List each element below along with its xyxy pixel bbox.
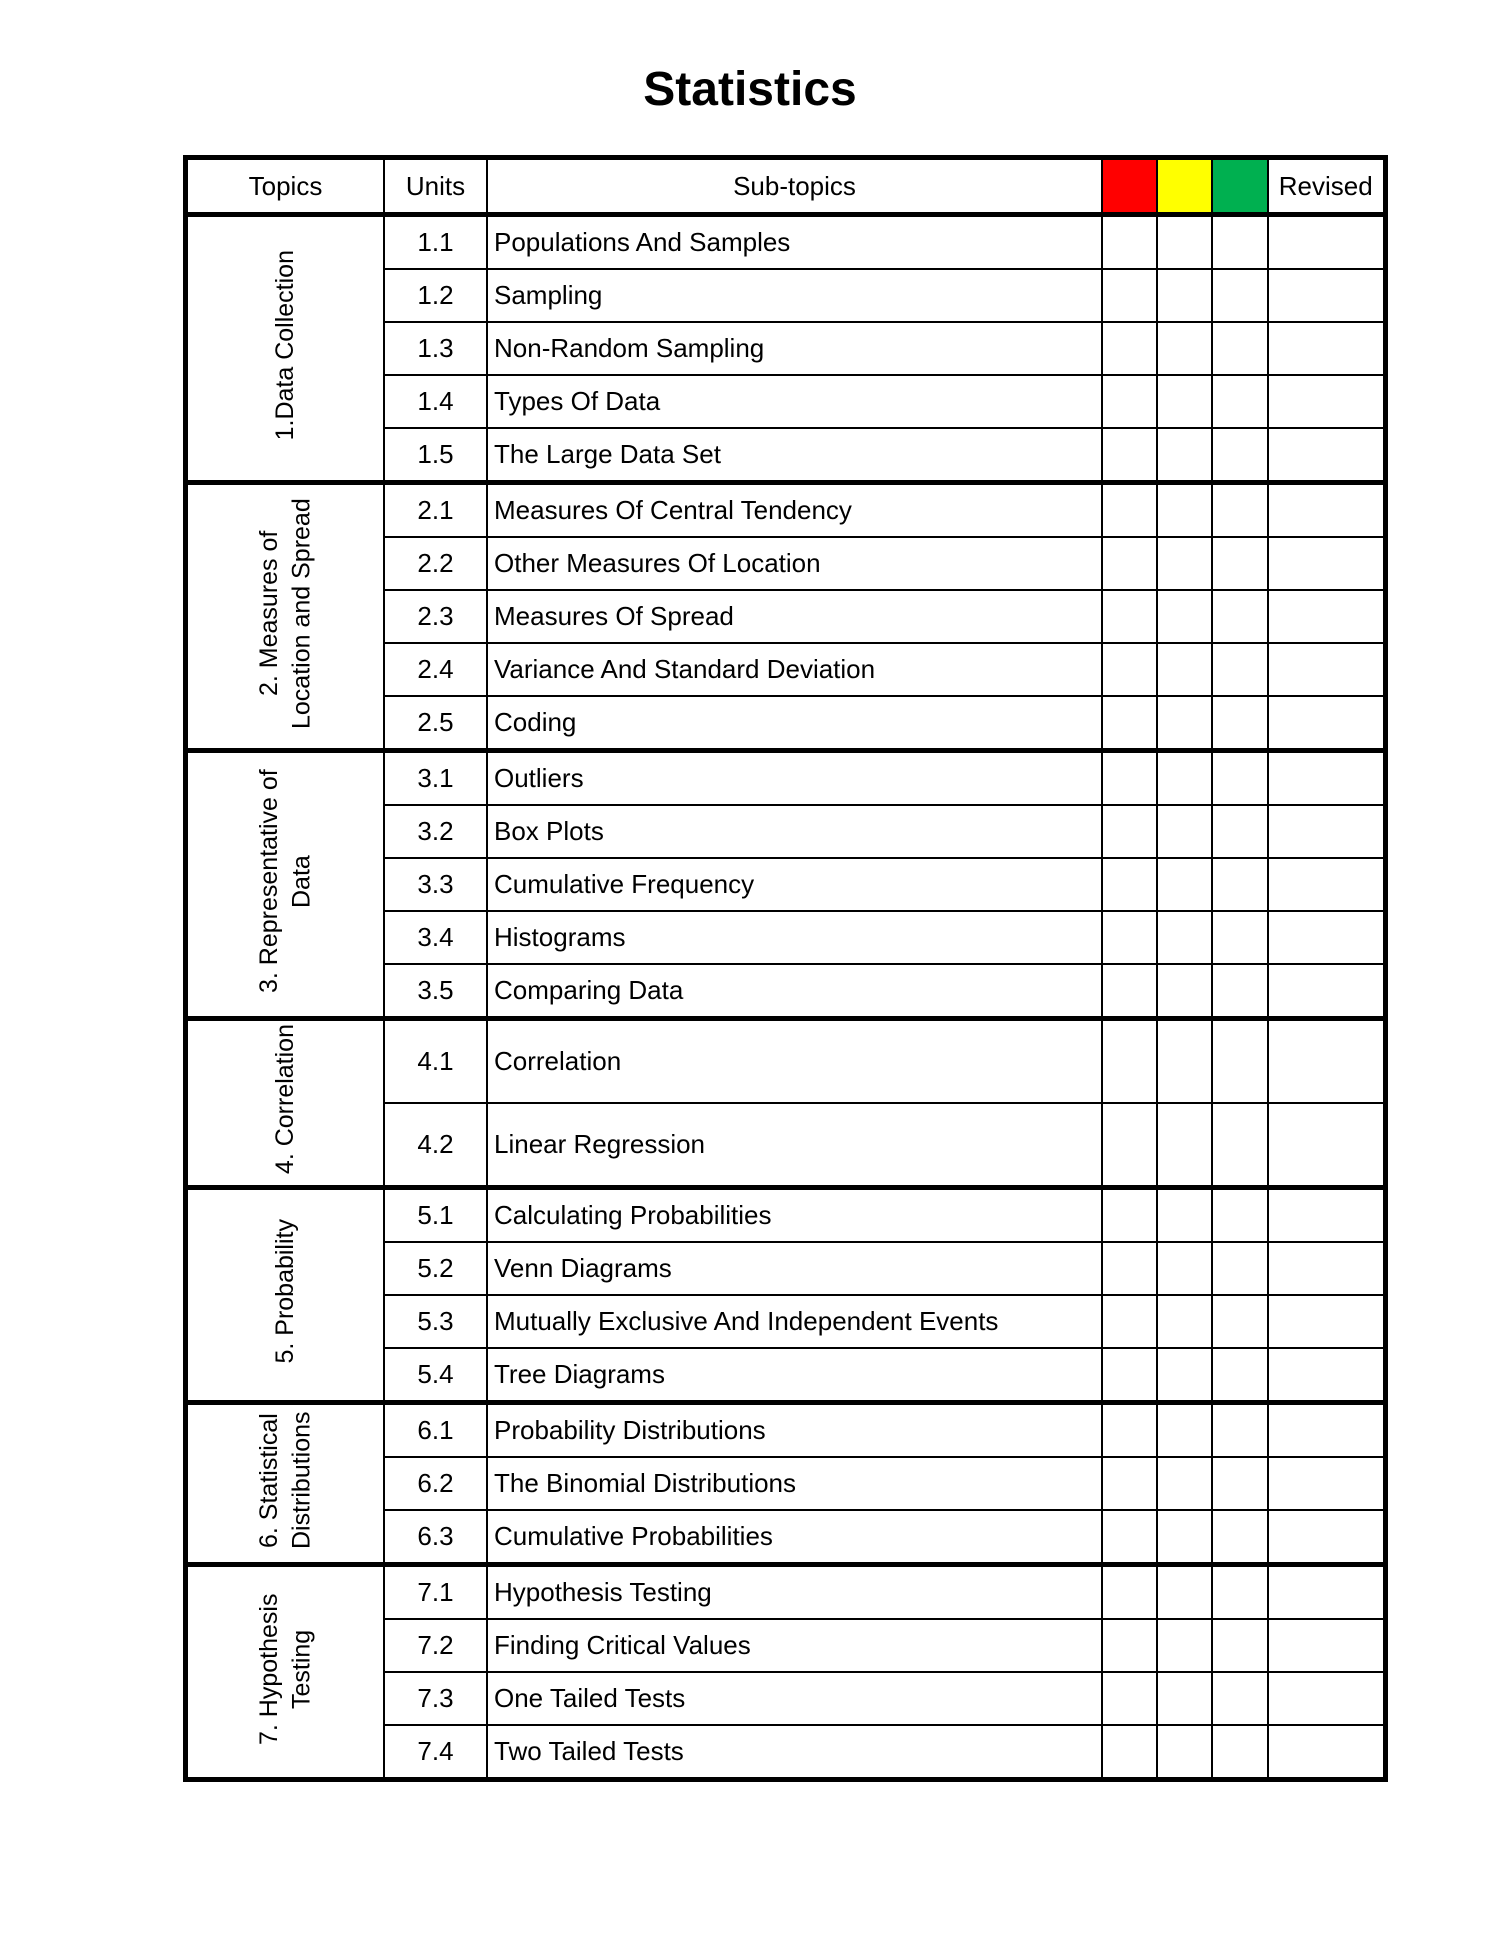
green-checkbox-cell[interactable] — [1212, 590, 1268, 643]
red-checkbox-cell[interactable] — [1102, 805, 1157, 858]
header-topics: Topics — [186, 158, 385, 215]
revised-checkbox-cell[interactable] — [1268, 1103, 1385, 1188]
unit-cell: 5.1 — [384, 1188, 487, 1243]
header-units: Units — [384, 158, 487, 215]
revised-checkbox-cell[interactable] — [1268, 751, 1385, 806]
yellow-checkbox-cell[interactable] — [1157, 643, 1212, 696]
yellow-checkbox-cell[interactable] — [1157, 1510, 1212, 1565]
topic-label: 7. Hypothesis Testing — [255, 1592, 316, 1745]
revised-checkbox-cell[interactable] — [1268, 215, 1385, 270]
green-checkbox-cell[interactable] — [1212, 1403, 1268, 1458]
revised-checkbox-cell[interactable] — [1268, 696, 1385, 751]
unit-cell: 4.1 — [384, 1019, 487, 1104]
subtopic-cell: The Binomial Distributions — [487, 1457, 1102, 1510]
subtopic-cell: Box Plots — [487, 805, 1102, 858]
subtopic-cell: Calculating Probabilities — [487, 1188, 1102, 1243]
unit-cell: 1.1 — [384, 215, 487, 270]
revised-checkbox-cell[interactable] — [1268, 805, 1385, 858]
unit-cell: 3.3 — [384, 858, 487, 911]
revised-checkbox-cell[interactable] — [1268, 1457, 1385, 1510]
topic-cell — [186, 751, 385, 1019]
unit-cell: 6.2 — [384, 1457, 487, 1510]
subtopic-cell: Cumulative Probabilities — [487, 1510, 1102, 1565]
red-checkbox-cell[interactable] — [1102, 964, 1157, 1019]
topic-cell — [186, 1188, 385, 1403]
unit-cell: 3.1 — [384, 751, 487, 806]
yellow-checkbox-cell[interactable] — [1157, 483, 1212, 538]
yellow-checkbox-cell[interactable] — [1157, 1725, 1212, 1780]
unit-cell: 2.5 — [384, 696, 487, 751]
green-checkbox-cell[interactable] — [1212, 1565, 1268, 1620]
red-checkbox-cell[interactable] — [1102, 1295, 1157, 1348]
table-row — [186, 215, 1386, 270]
yellow-checkbox-cell[interactable] — [1157, 1457, 1212, 1510]
unit-cell: 5.3 — [384, 1295, 487, 1348]
red-checkbox-cell[interactable] — [1102, 269, 1157, 322]
unit-cell: 2.2 — [384, 537, 487, 590]
header-yellow — [1157, 158, 1212, 215]
table-row — [186, 1565, 1386, 1620]
subtopic-cell: Types Of Data — [487, 375, 1102, 428]
revised-checkbox-cell[interactable] — [1268, 1619, 1385, 1672]
topic-label: 3. Representative of Data — [255, 769, 316, 993]
unit-cell: 2.1 — [384, 483, 487, 538]
subtopic-cell: Coding — [487, 696, 1102, 751]
subtopic-cell: Measures Of Central Tendency — [487, 483, 1102, 538]
yellow-checkbox-cell[interactable] — [1157, 322, 1212, 375]
revised-checkbox-cell[interactable] — [1268, 1565, 1385, 1620]
subtopic-cell: Variance And Standard Deviation — [487, 643, 1102, 696]
green-checkbox-cell[interactable] — [1212, 1348, 1268, 1403]
green-checkbox-cell[interactable] — [1212, 696, 1268, 751]
header-subtopics: Sub-topics — [487, 158, 1102, 215]
subtopic-cell: Correlation — [487, 1019, 1102, 1104]
yellow-checkbox-cell[interactable] — [1157, 428, 1212, 483]
red-checkbox-cell[interactable] — [1102, 1019, 1157, 1104]
unit-cell: 6.1 — [384, 1403, 487, 1458]
yellow-checkbox-cell[interactable] — [1157, 696, 1212, 751]
red-checkbox-cell[interactable] — [1102, 696, 1157, 751]
red-checkbox-cell[interactable] — [1102, 643, 1157, 696]
unit-cell: 2.3 — [384, 590, 487, 643]
revised-checkbox-cell[interactable] — [1268, 964, 1385, 1019]
green-checkbox-cell[interactable] — [1212, 643, 1268, 696]
table-row — [186, 1188, 1386, 1243]
subtopic-cell: Histograms — [487, 911, 1102, 964]
yellow-checkbox-cell[interactable] — [1157, 1242, 1212, 1295]
subtopic-cell: Non-Random Sampling — [487, 322, 1102, 375]
unit-cell: 5.2 — [384, 1242, 487, 1295]
revised-checkbox-cell[interactable] — [1268, 428, 1385, 483]
revised-checkbox-cell[interactable] — [1268, 269, 1385, 322]
table-row — [186, 1403, 1386, 1458]
yellow-checkbox-cell[interactable] — [1157, 1103, 1212, 1188]
subtopic-cell: The Large Data Set — [487, 428, 1102, 483]
subtopic-cell: Mutually Exclusive And Independent Events — [487, 1295, 1102, 1348]
subtopic-cell: Cumulative Frequency — [487, 858, 1102, 911]
subtopic-cell: Tree Diagrams — [487, 1348, 1102, 1403]
green-checkbox-cell[interactable] — [1212, 805, 1268, 858]
revised-checkbox-cell[interactable] — [1268, 1510, 1385, 1565]
red-checkbox-cell[interactable] — [1102, 590, 1157, 643]
yellow-checkbox-cell[interactable] — [1157, 1672, 1212, 1725]
revised-checkbox-cell[interactable] — [1268, 1019, 1385, 1104]
green-checkbox-cell[interactable] — [1212, 1672, 1268, 1725]
topic-label: 5. Probability — [271, 1219, 300, 1364]
subtopic-cell: One Tailed Tests — [487, 1672, 1102, 1725]
revised-checkbox-cell[interactable] — [1268, 375, 1385, 428]
subtopic-cell: Hypothesis Testing — [487, 1565, 1102, 1620]
header-row — [186, 158, 1386, 215]
topic-cell — [186, 483, 385, 751]
revised-checkbox-cell[interactable] — [1268, 1672, 1385, 1725]
unit-cell: 5.4 — [384, 1348, 487, 1403]
red-checkbox-cell[interactable] — [1102, 1565, 1157, 1620]
subtopic-cell: Other Measures Of Location — [487, 537, 1102, 590]
revised-checkbox-cell[interactable] — [1268, 858, 1385, 911]
header-revised: Revised — [1268, 158, 1385, 215]
revised-checkbox-cell[interactable] — [1268, 322, 1385, 375]
yellow-checkbox-cell[interactable] — [1157, 1348, 1212, 1403]
red-checkbox-cell[interactable] — [1102, 1188, 1157, 1243]
red-checkbox-cell[interactable] — [1102, 1242, 1157, 1295]
yellow-checkbox-cell[interactable] — [1157, 1565, 1212, 1620]
unit-cell: 1.2 — [384, 269, 487, 322]
topic-label: 6. Statistical Distributions — [255, 1411, 316, 1549]
subtopic-cell: Outliers — [487, 751, 1102, 806]
revised-checkbox-cell[interactable] — [1268, 1242, 1385, 1295]
subtopic-cell: Measures Of Spread — [487, 590, 1102, 643]
subtopic-cell: Finding Critical Values — [487, 1619, 1102, 1672]
red-checkbox-cell[interactable] — [1102, 1403, 1157, 1458]
unit-cell: 3.2 — [384, 805, 487, 858]
green-checkbox-cell[interactable] — [1212, 375, 1268, 428]
red-checkbox-cell[interactable] — [1102, 1348, 1157, 1403]
green-checkbox-cell[interactable] — [1212, 1457, 1268, 1510]
topic-cell — [186, 1019, 385, 1188]
unit-cell: 4.2 — [384, 1103, 487, 1188]
red-checkbox-cell[interactable] — [1102, 751, 1157, 806]
yellow-checkbox-cell[interactable] — [1157, 1188, 1212, 1243]
topic-cell — [186, 1565, 385, 1780]
revised-checkbox-cell[interactable] — [1268, 1348, 1385, 1403]
topic-label: 1.Data Collection — [271, 249, 300, 441]
yellow-checkbox-cell[interactable] — [1157, 1295, 1212, 1348]
green-checkbox-cell[interactable] — [1212, 751, 1268, 806]
green-checkbox-cell[interactable] — [1212, 322, 1268, 375]
green-checkbox-cell[interactable] — [1212, 1510, 1268, 1565]
table-row — [186, 483, 1386, 538]
yellow-checkbox-cell[interactable] — [1157, 590, 1212, 643]
table-row — [186, 1019, 1386, 1104]
green-checkbox-cell[interactable] — [1212, 1188, 1268, 1243]
green-checkbox-cell[interactable] — [1212, 1619, 1268, 1672]
green-checkbox-cell[interactable] — [1212, 964, 1268, 1019]
unit-cell: 7.1 — [384, 1565, 487, 1620]
revised-checkbox-cell[interactable] — [1268, 1188, 1385, 1243]
revised-checkbox-cell[interactable] — [1268, 1403, 1385, 1458]
red-checkbox-cell[interactable] — [1102, 1725, 1157, 1780]
green-checkbox-cell[interactable] — [1212, 1725, 1268, 1780]
subtopic-cell: Venn Diagrams — [487, 1242, 1102, 1295]
unit-cell: 3.4 — [384, 911, 487, 964]
header-green — [1212, 158, 1268, 215]
yellow-checkbox-cell[interactable] — [1157, 911, 1212, 964]
green-checkbox-cell[interactable] — [1212, 483, 1268, 538]
unit-cell: 1.3 — [384, 322, 487, 375]
red-checkbox-cell[interactable] — [1102, 428, 1157, 483]
subtopic-cell: Comparing Data — [487, 964, 1102, 1019]
red-checkbox-cell[interactable] — [1102, 911, 1157, 964]
unit-cell: 7.2 — [384, 1619, 487, 1672]
green-checkbox-cell[interactable] — [1212, 215, 1268, 270]
revised-checkbox-cell[interactable] — [1268, 590, 1385, 643]
revised-checkbox-cell[interactable] — [1268, 483, 1385, 538]
subtopic-cell: Two Tailed Tests — [487, 1725, 1102, 1780]
unit-cell: 3.5 — [384, 964, 487, 1019]
unit-cell: 7.3 — [384, 1672, 487, 1725]
topic-cell — [186, 1403, 385, 1565]
green-checkbox-cell[interactable] — [1212, 1103, 1268, 1188]
revised-checkbox-cell[interactable] — [1268, 1725, 1385, 1780]
yellow-checkbox-cell[interactable] — [1157, 805, 1212, 858]
subtopic-cell: Populations And Samples — [487, 215, 1102, 270]
subtopic-cell: Sampling — [487, 269, 1102, 322]
red-checkbox-cell[interactable] — [1102, 1619, 1157, 1672]
unit-cell: 6.3 — [384, 1510, 487, 1565]
red-checkbox-cell[interactable] — [1102, 1103, 1157, 1188]
yellow-checkbox-cell[interactable] — [1157, 964, 1212, 1019]
revised-checkbox-cell[interactable] — [1268, 1295, 1385, 1348]
green-checkbox-cell[interactable] — [1212, 1019, 1268, 1104]
subtopic-cell: Linear Regression — [487, 1103, 1102, 1188]
green-checkbox-cell[interactable] — [1212, 537, 1268, 590]
revision-checklist-table — [183, 155, 1388, 1782]
green-checkbox-cell[interactable] — [1212, 858, 1268, 911]
green-checkbox-cell[interactable] — [1212, 428, 1268, 483]
header-red — [1102, 158, 1157, 215]
unit-cell: 1.4 — [384, 375, 487, 428]
yellow-checkbox-cell[interactable] — [1157, 215, 1212, 270]
unit-cell: 1.5 — [384, 428, 487, 483]
red-checkbox-cell[interactable] — [1102, 1510, 1157, 1565]
yellow-checkbox-cell[interactable] — [1157, 269, 1212, 322]
red-checkbox-cell[interactable] — [1102, 322, 1157, 375]
red-checkbox-cell[interactable] — [1102, 375, 1157, 428]
red-checkbox-cell[interactable] — [1102, 537, 1157, 590]
green-checkbox-cell[interactable] — [1212, 911, 1268, 964]
revised-checkbox-cell[interactable] — [1268, 911, 1385, 964]
yellow-checkbox-cell[interactable] — [1157, 1619, 1212, 1672]
yellow-checkbox-cell[interactable] — [1157, 1403, 1212, 1458]
topic-label: 2. Measures of Location and Spread — [255, 497, 316, 729]
red-checkbox-cell[interactable] — [1102, 483, 1157, 538]
yellow-checkbox-cell[interactable] — [1157, 1019, 1212, 1104]
yellow-checkbox-cell[interactable] — [1157, 375, 1212, 428]
unit-cell: 7.4 — [384, 1725, 487, 1780]
yellow-checkbox-cell[interactable] — [1157, 858, 1212, 911]
revised-checkbox-cell[interactable] — [1268, 643, 1385, 696]
red-checkbox-cell[interactable] — [1102, 215, 1157, 270]
red-checkbox-cell[interactable] — [1102, 1672, 1157, 1725]
topic-label: 4. Correlation — [271, 1024, 300, 1175]
red-checkbox-cell[interactable] — [1102, 1457, 1157, 1510]
table-row — [186, 751, 1386, 806]
page-title: Statistics — [643, 63, 857, 116]
yellow-checkbox-cell[interactable] — [1157, 751, 1212, 806]
green-checkbox-cell[interactable] — [1212, 269, 1268, 322]
revised-checkbox-cell[interactable] — [1268, 537, 1385, 590]
yellow-checkbox-cell[interactable] — [1157, 537, 1212, 590]
green-checkbox-cell[interactable] — [1212, 1295, 1268, 1348]
green-checkbox-cell[interactable] — [1212, 1242, 1268, 1295]
subtopic-cell: Probability Distributions — [487, 1403, 1102, 1458]
topic-cell — [186, 215, 385, 483]
unit-cell: 2.4 — [384, 643, 487, 696]
red-checkbox-cell[interactable] — [1102, 858, 1157, 911]
